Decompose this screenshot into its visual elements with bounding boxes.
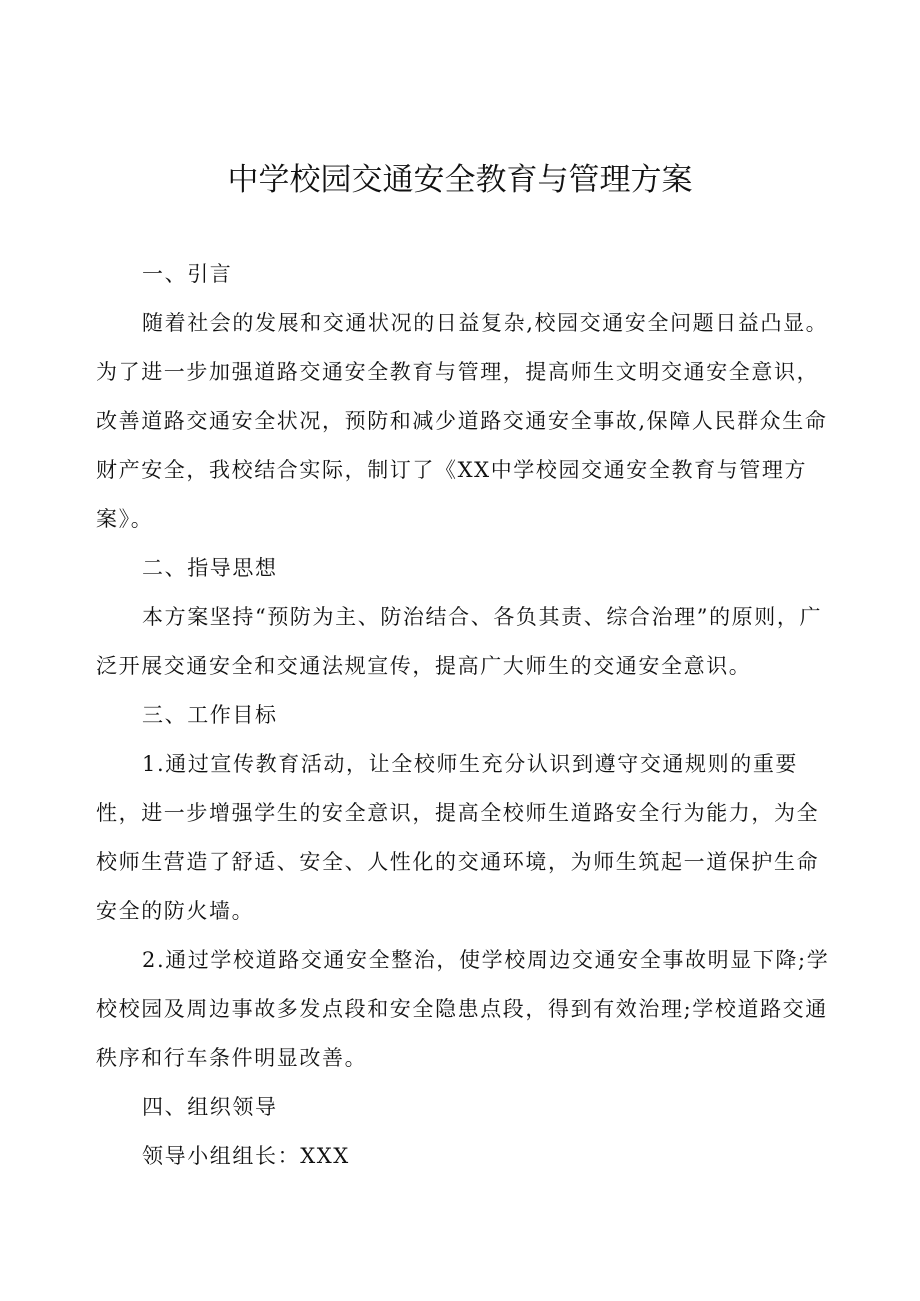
paragraph-guiding-principle: 本方案坚持“预防为主、防治结合、各负其责、综合治理”的原则，广泛开展交通安全和交通法规宣传，提高广大师生的交通安全意识。 bbox=[96, 605, 823, 678]
section-heading-guiding-principle: 二、指导思想 bbox=[142, 556, 278, 580]
document-title: 中学校园交通安全教育与管理方案 bbox=[227, 162, 693, 198]
document-body bbox=[96, 250, 836, 1181]
paragraph-work-goal-1: 1.通过宣传教育活动，让全校师生充分认识到遵守交通规则的重要性，进一步增强学生的安全意识，提高全校师生道路安全行为能力，为全校师生营造了舒适、安全、人性化的交通环境，为师生筑起一道保护生命安全的防火墙。 bbox=[96, 752, 820, 923]
section-heading-introduction: 一、引言 bbox=[142, 262, 233, 286]
section-heading-work-goals: 三、工作目标 bbox=[142, 703, 278, 727]
paragraph-introduction: 随着社会的发展和交通状况的日益复杂,校园交通安全问题日益凸显。为了进一步加强道路交通安全教育与管理，提高师生文明交通安全意识，改善道路交通安全状况，预防和减少道路交通安全事故,保障人民群众生命财产安全，我校结合实际，制订了《XX中学校园交通安全教育与管理方案》。 bbox=[96, 311, 829, 531]
paragraph-work-goal-2: 2.通过学校道路交通安全整治，使学校周边交通安全事故明显下降;学校校园及周边事故多发点段和安全隐患点段，得到有效治理;学校道路交通秩序和行车条件明显改善。 bbox=[96, 948, 830, 1070]
section-heading-organization: 四、组织领导 bbox=[142, 1095, 278, 1119]
paragraph-leader: 领导小组组长：XXX bbox=[142, 1144, 350, 1168]
